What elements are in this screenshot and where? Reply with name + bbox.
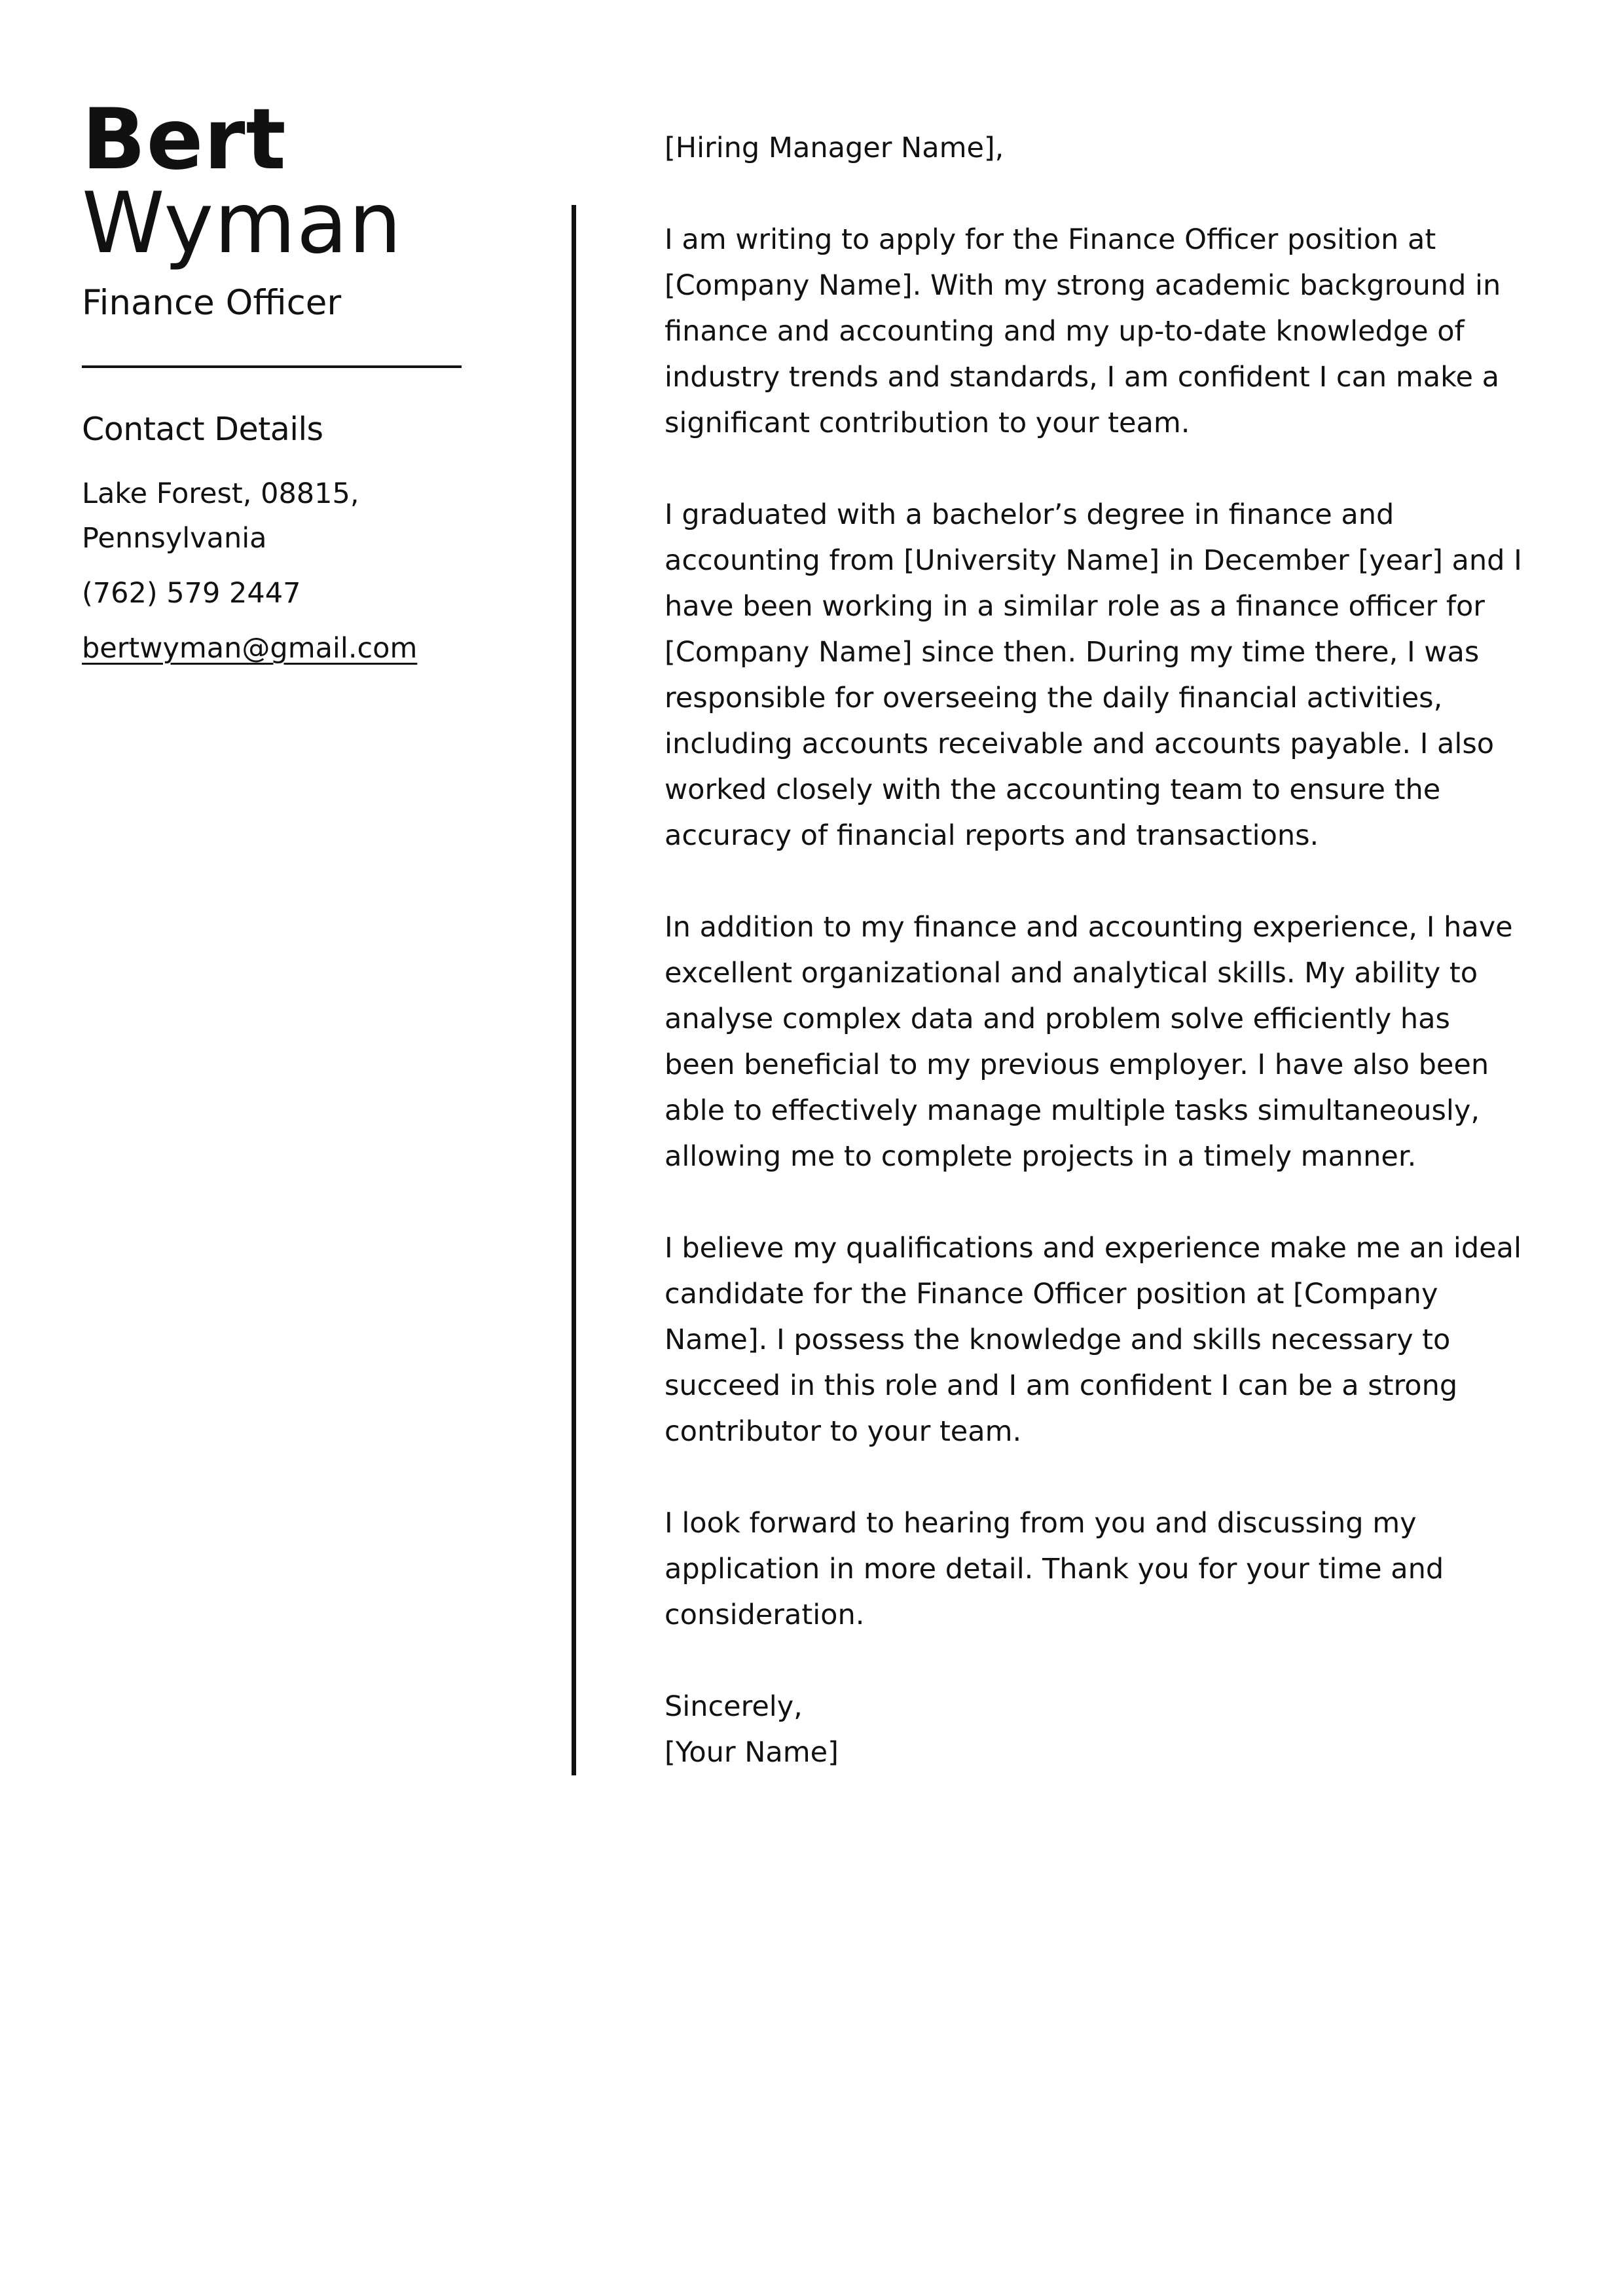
candidate-name	[82, 91, 488, 272]
letter-paragraph: I graduated with a bachelor’s degree in finance and accounting from [University Name] in December [year] and I have been working in a similar role as a finance officer for [Company Name] since then. During my time there, I was responsible for overseeing the daily financial activities, including accounts receivable and accounts payable. I also worked closely with the accounting team to ensure the accuracy of financial reports and transactions.	[665, 498, 1522, 852]
first-name: Bert	[82, 91, 287, 189]
sidebar	[82, 91, 488, 681]
letter-paragraph: In addition to my finance and accounting experience, I have excellent organizational and analytical skills. My ability to analyse complex data and problem solve efficiently has been beneficial to my previous employer. I have also been able to effectively manage multiple tasks simultaneously, allowing me to complete projects in a timely manner.	[665, 911, 1513, 1173]
sidebar-divider	[82, 365, 462, 368]
signature: [Your Name]	[665, 1736, 839, 1769]
letter-paragraph: I am writing to apply for the Finance Officer position at [Company Name]. With my strong academic background in finance and accounting and my up-to-date knowledge of industry trends and standards, I am confident I can make a significant contribution to your team.	[665, 223, 1501, 439]
job-title: Finance Officer	[82, 283, 342, 323]
address-line-1: Lake Forest, 08815,	[82, 477, 359, 510]
address-line-2: Pennsylvania	[82, 522, 267, 555]
vertical-divider	[572, 205, 576, 1775]
letter-body	[665, 125, 1529, 1775]
letter-paragraph: I look forward to hearing from you and discussing my application in more detail. Thank you for your time and consideration.	[665, 1507, 1444, 1631]
contact-phone: (762) 579 2447	[82, 577, 301, 610]
last-name: Wyman	[82, 175, 403, 272]
contact-address	[82, 472, 488, 561]
contact-heading: Contact Details	[82, 411, 323, 448]
letter-paragraph: I believe my qualifications and experience make me an ideal candidate for the Finance Officer position at [Company Name]. I possess the knowledge and skills necessary to succeed in this role and I am confident I can be a strong contributor to your team.	[665, 1232, 1522, 1448]
contact-list	[82, 472, 488, 671]
salutation: [Hiring Manager Name],	[665, 132, 1004, 164]
closing: Sincerely,	[665, 1690, 803, 1723]
contact-email-link[interactable]: bertwyman@gmail.com	[82, 632, 418, 665]
